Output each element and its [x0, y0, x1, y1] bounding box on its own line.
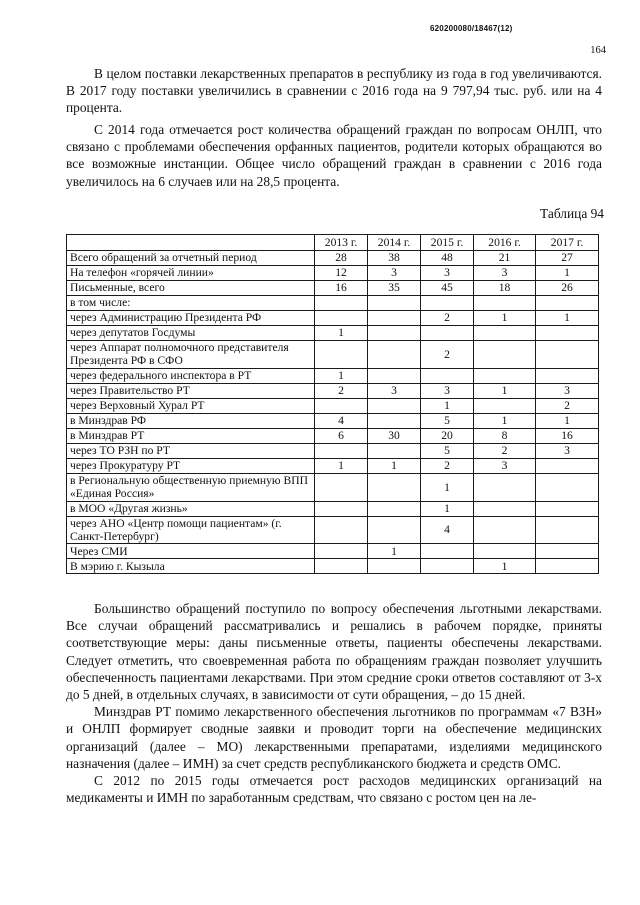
table-header-row	[67, 235, 599, 251]
row-label: через депутатов Госдумы	[67, 326, 315, 341]
row-label: Письменные, всего	[67, 281, 315, 296]
row-value	[368, 473, 421, 501]
column-header: 2016 г.	[474, 235, 536, 251]
table-row	[67, 383, 599, 398]
row-value	[536, 458, 599, 473]
page-number: 164	[590, 45, 606, 56]
row-value: 2	[474, 443, 536, 458]
row-value	[536, 544, 599, 559]
row-value	[536, 559, 599, 574]
row-value: 2	[536, 398, 599, 413]
table-row	[67, 516, 599, 544]
row-value	[474, 473, 536, 501]
row-value	[421, 326, 474, 341]
row-label: На телефон «горячей линии»	[67, 266, 315, 281]
row-value	[315, 544, 368, 559]
table-caption: Таблица 94	[540, 206, 604, 221]
row-value: 1	[315, 326, 368, 341]
row-value	[315, 311, 368, 326]
row-value	[315, 341, 368, 369]
row-value: 3	[368, 383, 421, 398]
table-row	[67, 443, 599, 458]
row-value: 1	[536, 413, 599, 428]
row-value: 1	[536, 266, 599, 281]
table-row	[67, 251, 599, 266]
row-value: 16	[315, 281, 368, 296]
row-value: 38	[368, 251, 421, 266]
table-row	[67, 281, 599, 296]
table-row	[67, 473, 599, 501]
row-value	[536, 516, 599, 544]
table-row	[67, 266, 599, 281]
row-label: через федерального инспектора в РТ	[67, 368, 315, 383]
row-label: через Правительство РТ	[67, 383, 315, 398]
header-empty-cell	[67, 235, 315, 251]
row-value: 1	[421, 501, 474, 516]
row-value	[536, 501, 599, 516]
row-label: через Прокуратуру РТ	[67, 458, 315, 473]
row-value	[368, 398, 421, 413]
row-value	[536, 368, 599, 383]
row-value: 35	[368, 281, 421, 296]
row-value: 4	[421, 516, 474, 544]
row-value: 3	[421, 383, 474, 398]
table-row	[67, 501, 599, 516]
row-value	[368, 559, 421, 574]
row-value	[421, 559, 474, 574]
row-value	[368, 516, 421, 544]
row-value: 3	[474, 458, 536, 473]
row-value: 3	[536, 443, 599, 458]
row-label: через Аппарат полномочного представителя Президента РФ в СФО	[67, 341, 315, 369]
row-value: 48	[421, 251, 474, 266]
paragraph-procurement: Минздрав РТ помимо лекарственного обеспечения льготников по программам «7 ВЗН» и ОНЛП формирует сводные заявки и проводит торги на обеспечение медицинских организаций (далее – МО) лекарственными препаратами, изделиями медицинского назначения (далее – ИМН) за счет средств республиканского бюджета и средств ОМС.	[66, 704, 602, 771]
row-value: 2	[421, 311, 474, 326]
row-value: 18	[474, 281, 536, 296]
row-value: 21	[474, 251, 536, 266]
row-value	[421, 368, 474, 383]
row-value: 1	[474, 383, 536, 398]
row-value	[368, 296, 421, 311]
paragraph-expenses: С 2012 по 2015 годы отмечается рост расходов медицинских организаций на медикаменты и ИМН по заработанным средствам, что связано с ростом цен на ле-	[66, 773, 602, 806]
row-label: Всего обращений за отчетный период	[67, 251, 315, 266]
row-value: 28	[315, 251, 368, 266]
row-label: через ТО РЗН по РТ	[67, 443, 315, 458]
row-value	[368, 413, 421, 428]
row-value: 1	[474, 413, 536, 428]
row-value	[315, 296, 368, 311]
row-value: 27	[536, 251, 599, 266]
row-value: 16	[536, 428, 599, 443]
row-label: Через СМИ	[67, 544, 315, 559]
table-row	[67, 296, 599, 311]
row-value	[536, 296, 599, 311]
row-value: 1	[474, 559, 536, 574]
row-value: 1	[421, 398, 474, 413]
row-value	[315, 501, 368, 516]
row-value	[315, 398, 368, 413]
row-label: через Администрацию Президента РФ	[67, 311, 315, 326]
row-value	[315, 473, 368, 501]
row-label: через Верховный Хурал РТ	[67, 398, 315, 413]
row-value: 2	[421, 341, 474, 369]
row-value	[536, 341, 599, 369]
row-value: 1	[368, 458, 421, 473]
row-value: 3	[536, 383, 599, 398]
paragraph-appeals: С 2014 года отмечается рост количества обращений граждан по вопросам ОНЛП, что связано с проблемами обеспечения орфанных пациентов, родители которых обращаются во все возможные инстанции. Общее число обращений граждан в сравнении с 2016 года увеличилось на 6 случаев или на 28,5 процента.	[66, 122, 602, 189]
table-row	[67, 326, 599, 341]
row-value: 1	[474, 311, 536, 326]
row-value: 8	[474, 428, 536, 443]
row-value: 1	[315, 458, 368, 473]
row-value	[474, 398, 536, 413]
row-value: 4	[315, 413, 368, 428]
row-value: 3	[421, 266, 474, 281]
row-label: В мэрию г. Кызыла	[67, 559, 315, 574]
column-header: 2014 г.	[368, 235, 421, 251]
table-row	[67, 368, 599, 383]
row-value: 12	[315, 266, 368, 281]
column-header: 2017 г.	[536, 235, 599, 251]
row-value	[474, 501, 536, 516]
row-label: через АНО «Центр помощи пациентам» (г. Санкт-Петербург)	[67, 516, 315, 544]
row-value	[474, 296, 536, 311]
row-value: 26	[536, 281, 599, 296]
table-row	[67, 413, 599, 428]
appeals-table	[66, 234, 599, 574]
row-value: 5	[421, 443, 474, 458]
row-value: 1	[421, 473, 474, 501]
row-value	[421, 544, 474, 559]
bottom-text	[66, 600, 602, 806]
row-value	[368, 326, 421, 341]
row-value	[368, 311, 421, 326]
row-value	[536, 473, 599, 501]
row-value	[368, 501, 421, 516]
row-value	[474, 341, 536, 369]
document-id: 620200080/18467(12)	[430, 24, 513, 33]
row-value	[368, 341, 421, 369]
row-value	[474, 368, 536, 383]
row-value	[474, 326, 536, 341]
row-value	[474, 544, 536, 559]
table-row	[67, 311, 599, 326]
row-value	[368, 443, 421, 458]
row-value: 20	[421, 428, 474, 443]
row-value	[315, 516, 368, 544]
table-row	[67, 458, 599, 473]
row-value: 1	[368, 544, 421, 559]
row-value: 2	[421, 458, 474, 473]
row-value: 5	[421, 413, 474, 428]
row-value	[315, 443, 368, 458]
paragraph-supply: В целом поставки лекарственных препаратов в республику из года в год увеличиваются. В 2017 году поставки увеличились в сравнении с 2016 года на 9 797,94 тыс. руб. или на 4 процента.	[66, 66, 602, 116]
row-value: 3	[474, 266, 536, 281]
row-value: 1	[536, 311, 599, 326]
row-value	[421, 296, 474, 311]
table-row	[67, 341, 599, 369]
table-row	[67, 398, 599, 413]
row-value: 45	[421, 281, 474, 296]
row-value: 30	[368, 428, 421, 443]
row-label: в Региональную общественную приемную ВПП «Единая Россия»	[67, 473, 315, 501]
row-value	[315, 559, 368, 574]
column-header: 2013 г.	[315, 235, 368, 251]
row-value	[368, 368, 421, 383]
row-label: в том числе:	[67, 296, 315, 311]
row-label: в МОО «Другая жизнь»	[67, 501, 315, 516]
row-label: в Минздрав РФ	[67, 413, 315, 428]
paragraph-results: Большинство обращений поступило по вопросу обеспечения льготными лекарствами. Все случаи обращений рассматривались и решались в рабочем порядке, приняты соответствующие меры: даны письменные ответы, пациенты обеспечены лекарствами. Следует отметить, что своевременная работа по обращениям граждан позволяет улучшить обеспеченность пациентами лекарствами. При этом средние сроки ответов составляют от 3-х до 5 дней, в отдельных случаях, в зависимости от сути обращения, – до 15 дней.	[66, 601, 602, 703]
row-value: 1	[315, 368, 368, 383]
row-value: 6	[315, 428, 368, 443]
column-header: 2015 г.	[421, 235, 474, 251]
row-label: в Минздрав РТ	[67, 428, 315, 443]
table-row	[67, 559, 599, 574]
row-value: 3	[368, 266, 421, 281]
row-value: 2	[315, 383, 368, 398]
table-row	[67, 428, 599, 443]
table-row	[67, 544, 599, 559]
row-value	[536, 326, 599, 341]
row-value	[474, 516, 536, 544]
